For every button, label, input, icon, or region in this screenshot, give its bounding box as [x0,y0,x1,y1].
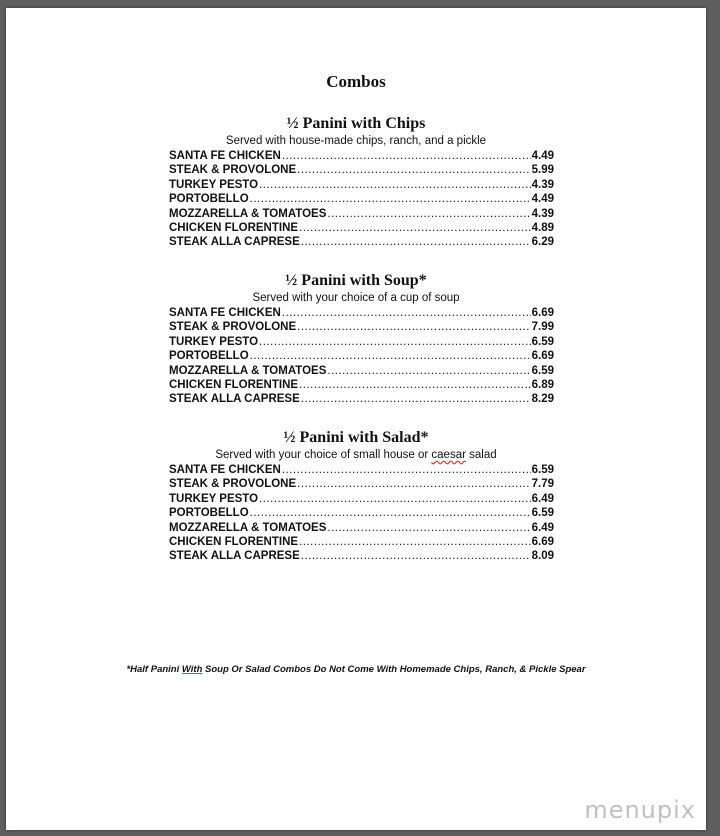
item-price: 6.59 [531,464,554,476]
subtitle-text-end: salad [465,449,497,461]
item-price: 8.09 [531,550,554,563]
watermark-logo: menupix [584,796,696,824]
menu-item [169,192,554,206]
menu-item [169,178,554,192]
section-subtitle: Served with house-made chips, ranch, and a pickle [225,135,487,147]
item-price: 7.79 [531,478,554,491]
menu-item [169,477,554,491]
item-list [169,306,554,407]
menu-item [169,207,554,221]
item-price: 5.99 [531,164,554,177]
footnote-text-end: Soup Or Salad Combos Do Not Come With Homemade Chips, Ranch, & Pickle Spear [202,664,586,675]
item-price: 6.59 [531,507,554,520]
dot-leader [259,335,531,349]
item-price: 4.39 [531,178,554,191]
item-name: STEAK ALLA CAPRESE [169,550,300,563]
item-price: 6.59 [531,335,554,348]
item-name: SANTA FE CHICKEN [169,464,281,476]
footnote [6,664,706,675]
subtitle-text: Served with your choice of small house or [215,449,432,461]
item-price: 4.49 [531,193,554,206]
item-name: CHICKEN FLORENTINE [169,378,299,391]
dot-leader [259,178,531,192]
menu-item [169,492,554,506]
menu-item [169,364,554,378]
dot-leader [327,207,530,221]
menu-item [169,378,554,392]
item-name: STEAK & PROVOLONE [169,478,297,491]
item-name: STEAK ALLA CAPRESE [169,236,300,249]
section-chips [6,114,706,250]
section-subtitle [6,448,706,463]
item-name: MOZZARELLA & TOMATOES [169,521,327,534]
section-title: ½ Panini with Chips [286,115,426,132]
dot-leader [259,492,531,506]
item-price: 4.89 [531,221,554,234]
dot-leader [297,320,530,334]
dot-leader [250,506,531,520]
item-price: 6.89 [531,378,554,391]
dot-leader [299,378,531,392]
dot-leader [297,477,530,491]
menu-item [169,306,554,320]
item-price: 7.99 [531,321,554,334]
menu-item [169,235,554,249]
menu-item [169,535,554,549]
menu-item [169,506,554,520]
spellcheck-flagged-word: caesar [431,449,466,461]
item-name: CHICKEN FLORENTINE [169,221,299,234]
item-name: STEAK ALLA CAPRESE [169,393,300,406]
menu-item [169,335,554,349]
dot-leader [327,521,530,535]
item-name: SANTA FE CHICKEN [169,307,281,319]
dot-leader [250,349,531,363]
dot-leader [327,364,530,378]
dot-leader [299,221,531,235]
menu-item [169,163,554,177]
footnote-text: *Half Panini [126,664,182,675]
menu-item [169,320,554,334]
item-price: 4.49 [531,150,554,162]
menu-item [169,521,554,535]
item-name: SANTA FE CHICKEN [169,150,281,162]
item-name: MOZZARELLA & TOMATOES [169,364,327,377]
item-name: STEAK & PROVOLONE [169,164,297,177]
item-price: 6.69 [531,350,554,363]
menu-item [169,392,554,406]
dot-leader [299,535,531,549]
footnote-underlined-word: With [181,664,203,675]
page-title: Combos [326,72,386,91]
section-title: ½ Panini with Salad* [283,429,429,446]
item-name: TURKEY PESTO [169,335,259,348]
item-list [169,149,554,250]
item-name: TURKEY PESTO [169,492,259,505]
item-price: 6.29 [531,236,554,249]
item-name: TURKEY PESTO [169,178,259,191]
item-name: STEAK & PROVOLONE [169,321,297,334]
item-name: PORTOBELLO [169,193,249,206]
dot-leader [282,306,531,320]
dot-leader [297,163,530,177]
item-name: PORTOBELLO [169,350,249,363]
item-name: CHICKEN FLORENTINE [169,535,299,548]
item-price: 6.69 [531,307,554,319]
section-title: ½ Panini with Soup* [285,272,427,289]
item-price: 6.69 [531,535,554,548]
menu-item [169,549,554,563]
dot-leader [282,149,531,163]
menu-item [169,149,554,163]
item-name: MOZZARELLA & TOMATOES [169,207,327,220]
item-price: 6.49 [531,492,554,505]
dot-leader [301,549,531,563]
menu-item [169,221,554,235]
item-price: 6.59 [531,364,554,377]
item-list [169,463,554,564]
section-subtitle: Served with your choice of a cup of soup [252,292,460,304]
dot-leader [282,463,531,477]
item-price: 6.49 [531,521,554,534]
menu-page [6,8,706,830]
menu-item [169,463,554,477]
dot-leader [301,235,531,249]
item-name: PORTOBELLO [169,507,249,520]
item-price: 4.39 [531,207,554,220]
dot-leader [301,392,531,406]
section-soup [6,271,706,407]
item-price: 8.29 [531,393,554,406]
section-salad [6,428,706,564]
menu-item [169,349,554,363]
dot-leader [250,192,531,206]
